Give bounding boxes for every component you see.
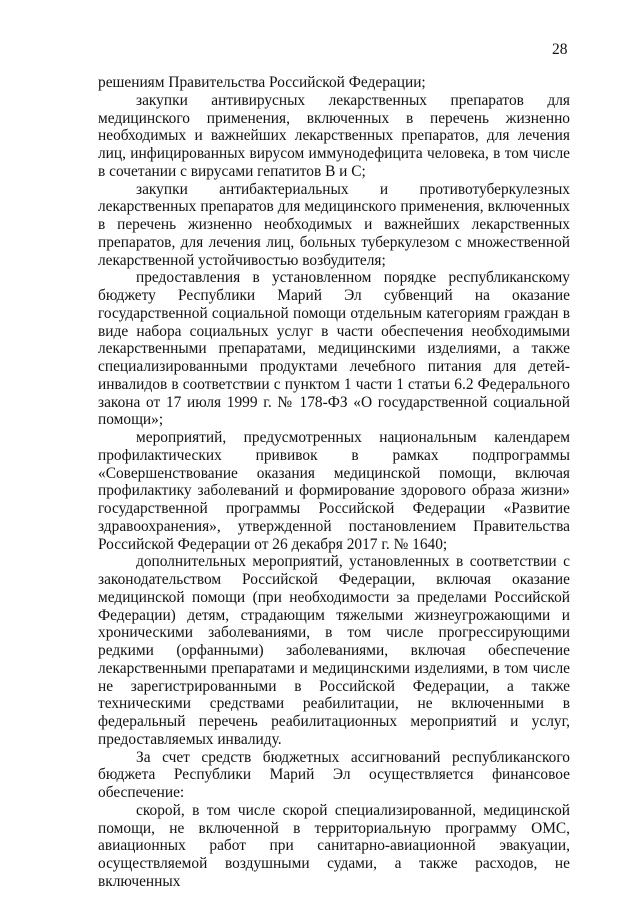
paragraph-continuation: решениям Правительства Российской Федерации;	[98, 74, 426, 91]
paragraph-republican-budget: За счет средств бюджетных ассигнований республиканского бюджета Республики Марий Эл осуществляется финансовое обеспечение:	[98, 748, 570, 801]
paragraph-emergency-care: скорой, в том числе скорой специализированной, медицинской помощи, не включенной в территориальную программу ОМС, авиационных работ при санитарно-авиационной эвакуации, осуществляемой воздушными судами, а также расходов, не включенных	[98, 801, 570, 890]
paragraph-vaccination-calendar: мероприятий, предусмотренных национальным календарем профилактических прививок в рамках подпрограммы «Совершенствование оказания медицинской помощи, включая профилактику заболеваний и формирование здорового образа жизни» государственной программы Российской Федерации «Развитие здравоохранения», утвержденной постановлением Правительства Российской Федерации от 26 декабря 2017 г. № 1640;	[98, 429, 570, 553]
paragraph-antiviral-procurement: закупки антивирусных лекарственных препаратов для медицинского применения, включенных в перечень жизненно необходимых и важнейших лекарственных препаратов, для лечения лиц, инфицированных вирусом иммунодефицита человека, в том числе в сочетании с вирусами гепатитов В и С;	[98, 91, 570, 180]
page-number: 28	[552, 41, 568, 58]
paragraph-additional-measures: дополнительных мероприятий, установленных в соответствии с законодательством Российской Федерации, включая оказание медицинской помощи (при необходимости за пределами Российской Федерации) детям, страдающим тяжелыми жизнеугрожающими и хроническими заболеваниями, в том числе прогрессирующими редкими (орфанными) заболеваниями, включая обеспечение лекарственными препаратами и медицинскими изделиями, в том числе не зарегистрированными в Российской Федерации, а также техническими средствами реабилитации, не включенными в федеральный перечень реабилитационных мероприятий и услуг, предоставляемых инвалиду.	[98, 553, 570, 748]
document-body	[98, 74, 570, 891]
paragraph-antibacterial-procurement: закупки антибактериальных и противотуберкулезных лекарственных препаратов для медицинского применения, включенных в перечень жизненно необходимых и важнейших лекарственных препаратов, для лечения лиц, больных туберкулезом с множественной лекарственной устойчивостью возбудителя;	[98, 180, 570, 269]
paragraph-subventions: предоставления в установленном порядке республиканскому бюджету Республики Марий Эл субвенций на оказание государственной социальной помощи отдельным категориям граждан в виде набора социальных услуг в части обеспечения необходимыми лекарственными препаратами, медицинскими изделиями, а также специализированными продуктами лечебного питания для детей-инвалидов в соответствии с пунктом 1 части 1 статьи 6.2 Федерального закона от 17 июля 1999 г. № 178-ФЗ «О государственной социальной помощи»;	[98, 269, 570, 429]
